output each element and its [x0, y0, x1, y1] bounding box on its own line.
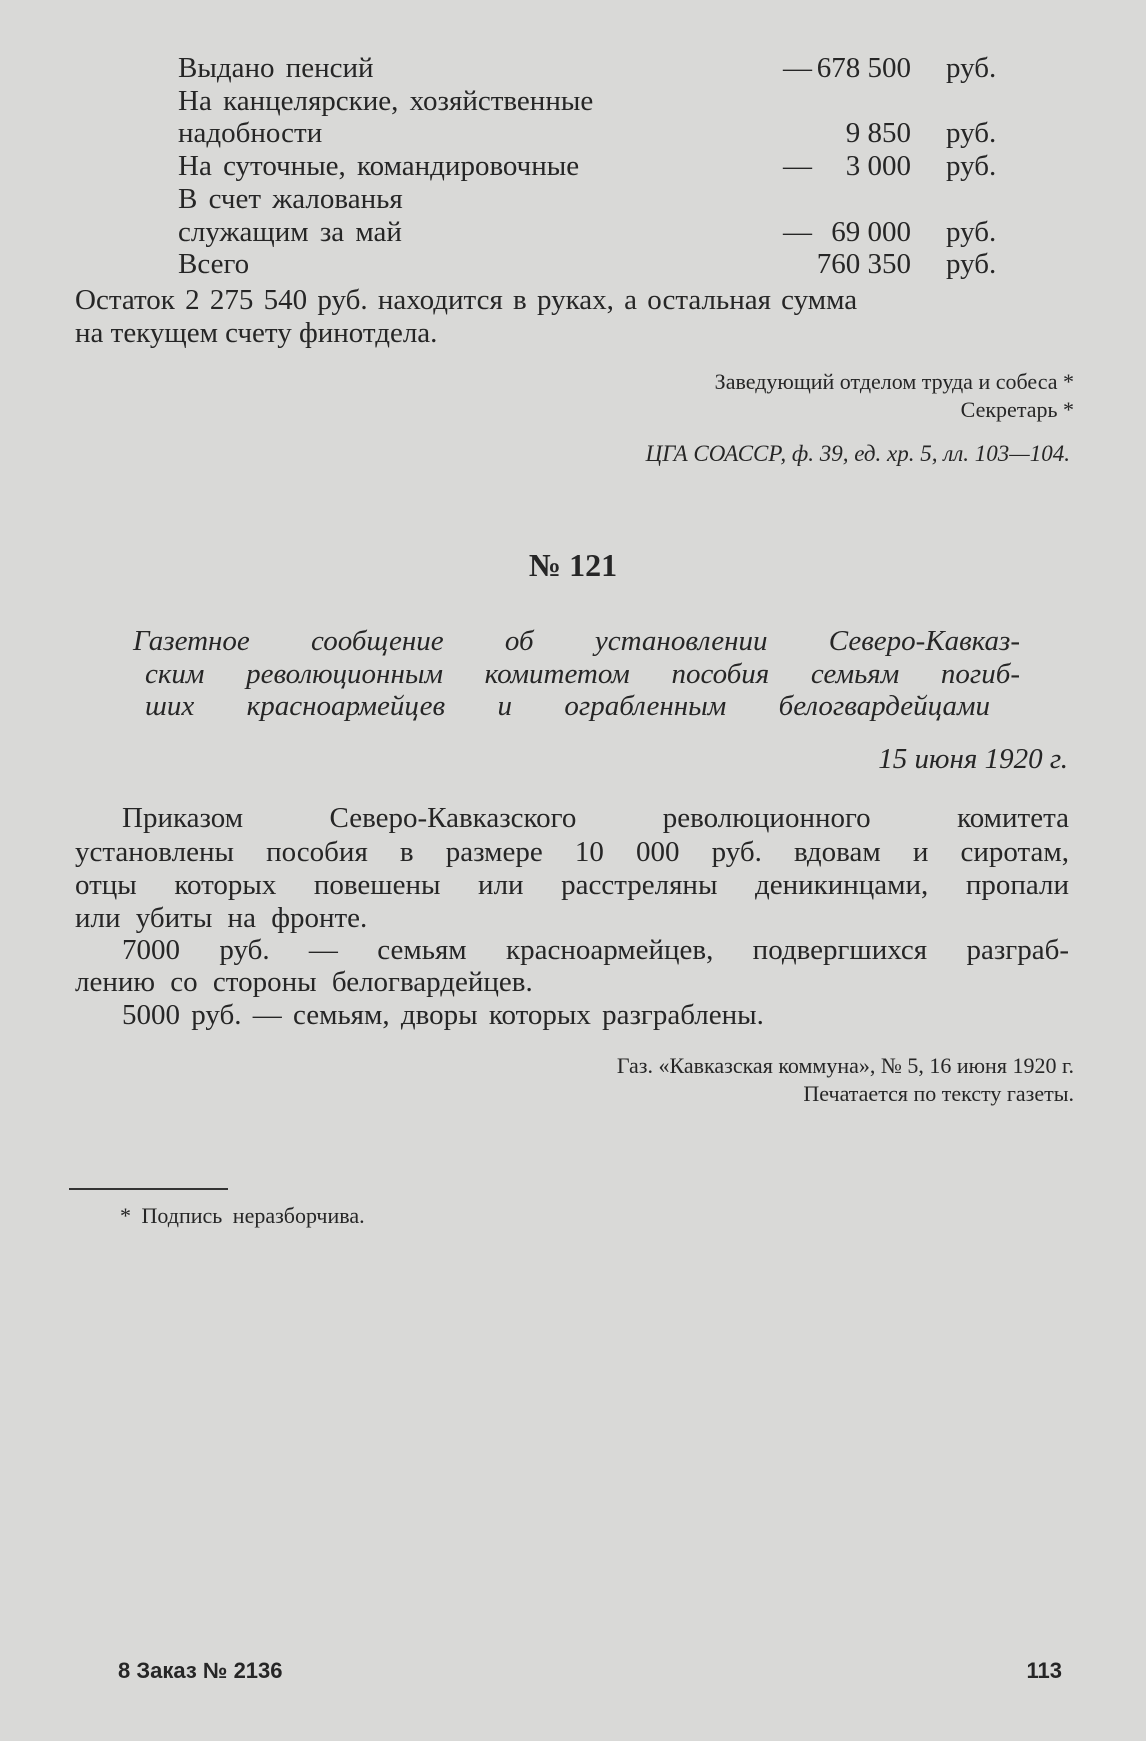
ledger-unit: руб.: [946, 248, 997, 280]
paragraph-line: или убиты на фронте.: [75, 902, 368, 934]
ledger-unit: руб.: [946, 150, 997, 182]
ledger-label: служащим за май: [178, 216, 402, 248]
ledger-amount: 9 850: [845, 117, 911, 149]
document-title-line-2: ским революционным комитетом пособия семьям погиб-: [145, 658, 1020, 690]
ledger-dash: —: [783, 216, 812, 248]
ledger-label: Выдано пенсий: [178, 52, 374, 84]
ledger-amount: 69 000: [831, 216, 911, 248]
document-date: 15 июня 1920 г.: [878, 743, 1068, 775]
ledger-dash: —: [783, 52, 812, 84]
signature-head: Заведующий отделом труда и собеса *: [714, 369, 1074, 394]
footnote: * Подпись неразборчива.: [120, 1203, 365, 1228]
document-title-line-3: ших красноармейцев и ограбленным белогвардейцами: [145, 690, 990, 722]
source-note: Печатается по тексту газеты.: [803, 1081, 1074, 1106]
ledger-amount: 760 350: [816, 248, 911, 280]
paragraph-line: Приказом Северо-Кавказского революционного комитета: [122, 802, 1069, 834]
ledger-dash: —: [783, 150, 812, 182]
paragraph-line: отцы которых повешены или расстреляны деникинцами, пропали: [75, 869, 1069, 901]
ledger-label: В счет жалованья: [178, 183, 403, 215]
document-number: № 121: [528, 547, 618, 583]
print-order: 8 Заказ № 2136: [118, 1658, 283, 1683]
balance-line-2: на текущем счету финотдела.: [75, 317, 438, 349]
source-citation: Газ. «Кавказская коммуна», № 5, 16 июня 1920 г.: [616, 1053, 1074, 1078]
signature-secretary: Секретарь *: [960, 397, 1074, 422]
page-number: 113: [1026, 1658, 1062, 1683]
ledger-unit: руб.: [946, 117, 997, 149]
document-title-line-1: Газетное сообщение об установлении Северо-Кавказ-: [133, 625, 1020, 657]
paragraph-line: лению со стороны белогвардейцев.: [75, 966, 533, 998]
balance-line-1: Остаток 2 275 540 руб. находится в руках, а остальная сумма: [75, 284, 858, 316]
ledger-unit: руб.: [946, 216, 997, 248]
ledger-unit: руб.: [946, 52, 997, 84]
ledger-label: Всего: [178, 248, 250, 280]
ledger-amount: 3 000: [845, 150, 911, 182]
archive-reference: ЦГА СОАССР, ф. 39, ед. хр. 5, лл. 103—104.: [645, 441, 1070, 466]
footnote-divider: [69, 1188, 228, 1190]
ledger-amount: 678 500: [816, 52, 911, 84]
paragraph-line: 5000 руб. — семьям, дворы которых разграблены.: [122, 999, 764, 1031]
paragraph-line: установлены пособия в размере 10 000 руб. вдовам и сиротам,: [75, 836, 1069, 868]
ledger-label: На канцелярские, хозяйственные: [178, 85, 594, 117]
ledger-label: надобности: [178, 117, 323, 149]
paragraph-line: 7000 руб. — семьям красноармейцев, подвергшихся разграб-: [122, 934, 1069, 966]
ledger-label: На суточные, командировочные: [178, 150, 580, 182]
